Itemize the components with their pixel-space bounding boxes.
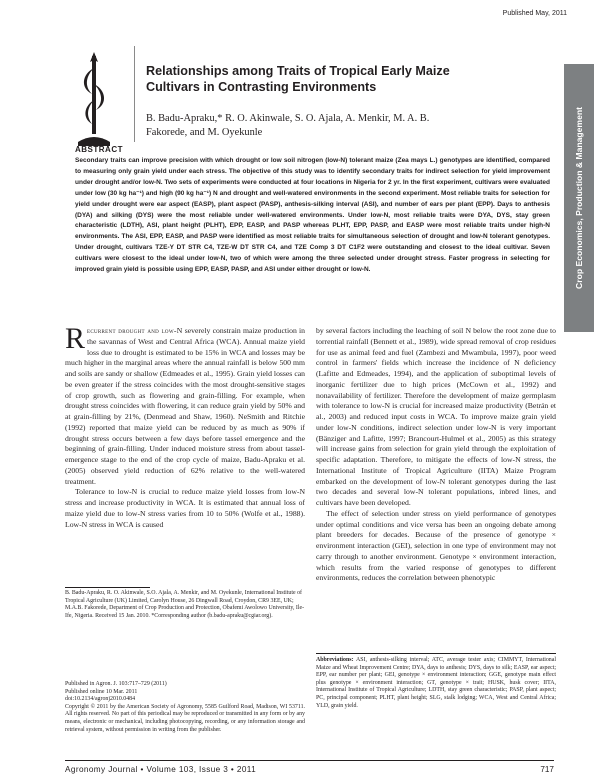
published-date: Published May, 2011 [502, 10, 567, 17]
drop-cap: R [65, 322, 86, 355]
body-column-left [65, 322, 305, 530]
section-sidebar [564, 64, 594, 332]
abstract-heading: ABSTRACT [75, 145, 123, 154]
published-in: Published in Agron. J. 103:717–729 (2011) [65, 681, 167, 687]
journal-logo-icon [74, 48, 114, 148]
abbreviations [316, 657, 556, 710]
abstract-text: Secondary traits can improve precision with which drought or low soil nitrogen (low-N) tolerant maize (Zea mays L.) genotypes are identified, compared to measuring only grain yield under each stress. The objective of this study was to identify secondary traits for indirect selection for yield improvement under drought and/or low-N. Two sets of experiments were conducted at four locations in Nigeria for 2 yr. In the first experiment, cultivars were evaluated under low (30 kg ha⁻¹) and high (90 kg ha⁻¹) N and drought and well-watered environments in the second experiment. Most reliable traits for selection for yield under drought were ear aspect (EASP), plant aspect (PASP), anthesis-silking interval (ASI), and number of ears per plant (EPP). Days to anthesis (DYA) and silking (DYS) were the most reliable under well-watered environments. Under low-N, most reliable traits were DYA, DYS, stay green characteristic (LDTH), ASI, plant height (PLHT), EPP, EASP, and PASP whereas PLHT, EPP, PASP, and EASP were most reliable traits under high-N environments. The ASI, EPP, EASP, and PASP were identified as most reliable traits for simultaneous selection of drought and low-N tolerant genotypes. Under drought, cultivars TZE-Y DT STR C4, TZE-W DT STR C4, and TZE Comp 3 DT C1F2 were outstanding and closest to the ideal cultivar. Seven cultivars were closest to the ideal under low-N, two of which were among the three selected under drought stress. Faster progress in selecting for improved grain yield is possible using EPP, EASP, PASP, and ASI under either drought or low-N. [75, 157, 550, 274]
copyright-notice: Copyright © 2011 by the American Society of Agronomy, 5585 Guilford Road, Madison, WI 53711. All rights reserved. No part of this periodical may be reproduced or transmitted in any form or by any means, electronic or mechanical, including photocopying, recording, or any information storage and retrieval system, without permission in writing from the publisher. [65, 703, 305, 733]
section-label: Crop Economics, Production & Management [574, 107, 584, 289]
footer-rule [65, 760, 554, 761]
paragraph-3: by several factors including the leaching of soil N below the root zone due to torrential rainfall (Bennett et al., 1989), wide spread removal of crop residues for use as animal feed and fuel (Zambezi and Mwambula, 1997), poor weed control in farmers' fields which increase the incidence of N deficiency (Lafitte and Edmeades, 1994), and the application of suboptimal levels of inorganic fertilizer due to high prices (McCown et al., 1992) and nonavailability of fertilizer. Therefore the development of maize germplasm with tolerance to low-N is crucial for increased maize productivity (Betrán et al., 2003) and reduced input costs in WCA. To improve maize grain yield under low-N conditions, indirect selection under low-N is very important (Bänziger and Lafitte, 1997; Brancourt-Hulmel et al., 2005) as this strategy will increase gains from selection for grain yield through the exploitation of specific adaptation. Therefore, to mitigate the effects of low-N stress, the International Institute of Tropical Agriculture (IITA) Maize Program embarked on the development of low-N tolerant genotypes during the last two decades and several low-N tolerant populations, inbred lines, and cultivars have been developed. [316, 326, 556, 507]
body-column-right [316, 326, 556, 584]
footnote-rule [65, 587, 150, 588]
abbreviations-label: Abbreviations: [316, 657, 354, 663]
publication-info [65, 681, 305, 734]
abbreviations-text: ASI, anthesis-silking interval; ATC, average tester axis; CIMMYT, International Maize and Wheat Improvement Centre; DYA, days to anthesis; DYS, days to silk; EASP, ear aspect; EPP, ear number per plant; GEI, genotype × environment interaction; GGE, genotype main effect plus genotype × environment interaction; GT, genotype × trait; HUSK, husk cover; IITA, International Institute of Tropical Agriculture; LDTH, stay green characteristic; PASP, plant aspect; PC, principal component; PLHT, plant height; SLG, stalk lodging; WCA, West and Central Africa; YLD, grain yield. [316, 657, 556, 709]
author-list: B. Badu-Apraku,* R. O. Akinwale, S. O. Ajala, A. Menkir, M. A. B. Fakorede, and M. Oyekunle [146, 113, 430, 138]
author-affiliations: B. Badu-Apraku, R. O. Akinwale, S.O. Ajala, A. Menkir, and M. Oyekunle, International Institute of Tropical Agriculture (UK) Limited, Carolyn House, 26 Dingwall Road, Croydon, CR9 3EE, UK; M.A.B. Fakorede, Department of Crop Production and Protection, Obafemi Awolowo University, Ile-Ife, Nigeria. Received 15 Jan. 2010. *Corresponding author (b.badu-apraku@cgiar.org). [65, 590, 305, 619]
lead-in: ecurrent drought and low-N [87, 326, 183, 335]
title-divider [134, 46, 135, 142]
article-title: Relationships among Traits of Tropical Early Maize Cultivars in Contrasting Environments [146, 64, 450, 94]
doi: doi:10.2134/agronj2010.0484 [65, 696, 136, 703]
abbreviations-rule [316, 653, 556, 654]
paragraph-2: Tolerance to low-N is crucial to reduce maize yield losses from low-N stress and increase productivity in WCA. It is estimated that annual loss of maize yield due to low-N stress varies from 10 to 50% (Wolfe et al., 1988). Low-N stress in WCA is caused [65, 487, 305, 529]
published-online: Published online 10 Mar. 2011 [65, 688, 138, 695]
journal-footer: Agronomy Journal • Volume 103, Issue 3 • 2011 [65, 765, 257, 774]
paragraph-4: The effect of selection under stress on yield performance of genotypes under optimal conditions and vice versa has been an ongoing debate among plant breeders for decades. Because of the presence of genotype × environment interaction (GEI), selection in one type of environment may not carry through to another environment. Genotype × environment interaction, which results from the varied response of genotypes to different environments, reduces the correlation between phenotypic [316, 508, 556, 583]
page-number: 717 [540, 765, 554, 774]
paragraph-1-text: severely constrain maize production in the savannas of West and Central Africa (WCA). Annual maize yield loss due to drought is estimated to be 15% in WCA and losses may be much higher in the marginal areas where the annual rainfall is below 500 mm and soils are sandy or shallow (Edmeades et al., 1995). Grain yield losses can be even greater if the stress coincides with the most drought-sensitive stages of crop growth, such as flowering and grain-filling. For example, when drought stress coincides with flowering, it can reduce grain yield by 50% and at grain-filling by 21%, (Denmead and Shaw, 1960). NeSmith and Ritchie (1992) reported that maize yield can be reduced by as much as 90% if drought stress occurs between a few days before tassel emergence and the beginning of grain-filling. Under induced moisture stress from about tassel-emergence stage to the end of the crop cycle of maize, Badu-Apraku et al. (2005) observed yield reduction of 62% relative to the well-watered treatment. [65, 326, 305, 486]
